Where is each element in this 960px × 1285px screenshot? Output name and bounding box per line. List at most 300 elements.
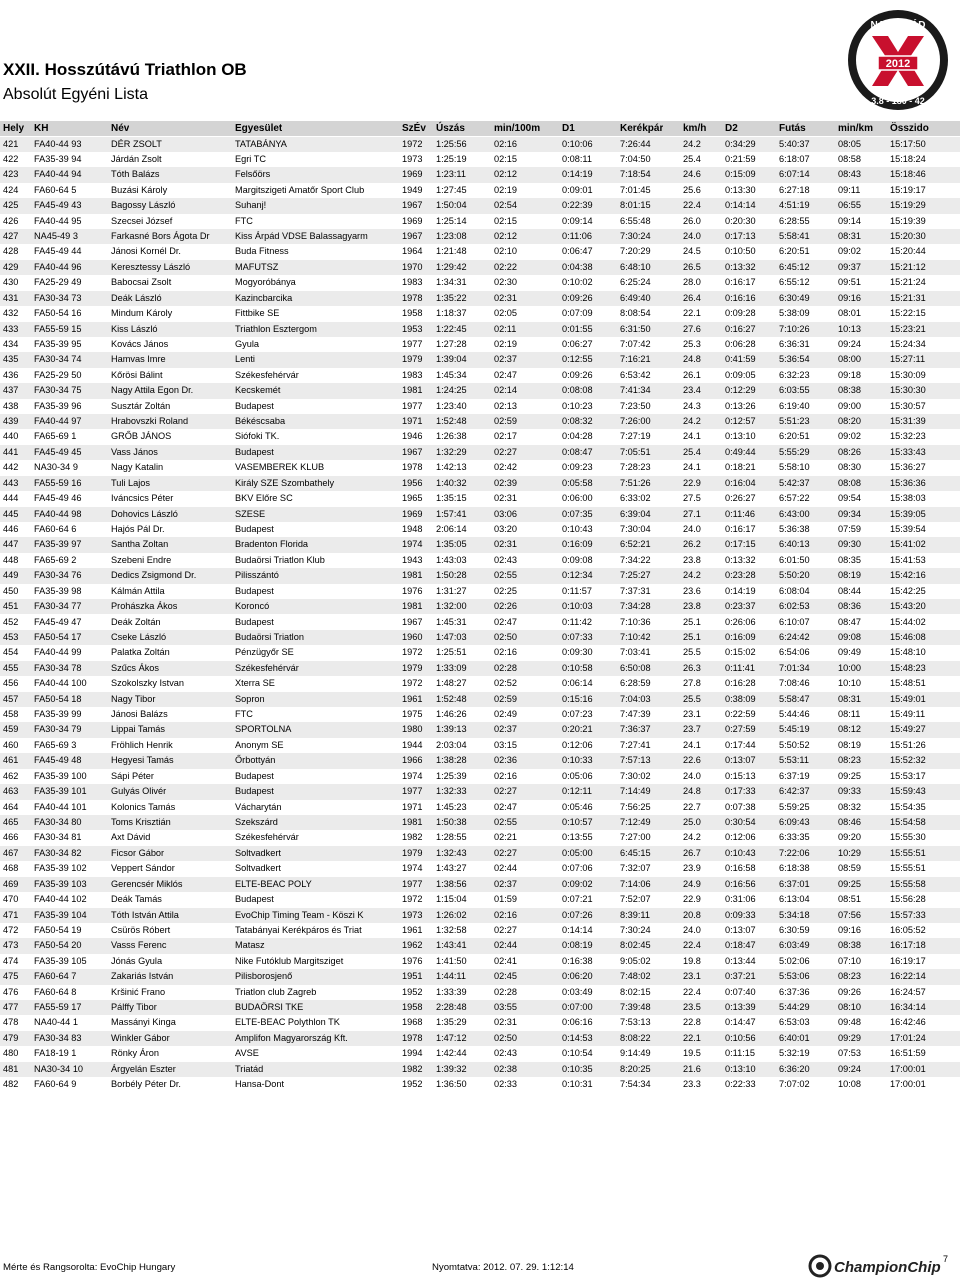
cell-bike: 6:25:24: [620, 277, 651, 288]
cell-swim-pace: 02:10: [494, 246, 517, 257]
cell-rank: 455: [3, 662, 19, 673]
cell-rank: 425: [3, 200, 19, 211]
cell-total: 16:05:52: [890, 924, 926, 935]
table-row: [0, 815, 960, 830]
cell-bike-speed: 24.8: [683, 786, 701, 797]
table-row: [0, 1077, 960, 1092]
cell-bike: 7:34:28: [620, 601, 651, 612]
cell-t1: 0:06:47: [562, 246, 593, 257]
cell-bike: 6:31:50: [620, 323, 651, 334]
cell-swim-pace: 02:37: [494, 878, 517, 889]
cell-bike-speed: 24.0: [683, 524, 701, 534]
cell-t2: 0:31:06: [725, 894, 756, 905]
cell-t2: 0:11:41: [725, 662, 755, 673]
cell-bike-speed: 22.7: [683, 801, 701, 812]
cell-bike: 8:02:45: [620, 940, 651, 951]
cell-bike: 7:25:27: [620, 570, 651, 581]
cell-swim-pace: 02:52: [494, 678, 517, 689]
cell-t2: 0:14:14: [725, 200, 756, 211]
cell-total: 15:38:03: [890, 493, 926, 504]
cell-run: 6:20:51: [779, 431, 810, 442]
cell-total: 15:53:17: [890, 770, 926, 781]
cell-bike-speed: 26.5: [683, 261, 701, 272]
cell-run-pace: 10:29: [838, 847, 861, 858]
cell-t2: 0:12:06: [725, 832, 756, 843]
cell-name: Massányi Kinga: [111, 1017, 176, 1028]
cell-swim: 1:36:50: [436, 1079, 467, 1090]
cell-total: 15:55:51: [890, 863, 926, 874]
cell-run-pace: 07:59: [838, 524, 861, 534]
cell-birth-year: 1981: [402, 570, 423, 581]
table-row: [0, 707, 960, 722]
cell-birth-year: 1972: [402, 647, 423, 658]
cell-name: Tuli Lajos: [111, 477, 150, 488]
cell-t2: 0:17:44: [725, 739, 756, 750]
cell-rank: 471: [3, 909, 19, 920]
cell-run-pace: 07:10: [838, 955, 861, 966]
cell-total: 16:42:46: [890, 1017, 926, 1028]
cell-rank: 438: [3, 400, 19, 411]
cell-name: Buzási Károly: [111, 184, 168, 195]
cell-bike: 7:32:07: [620, 863, 651, 874]
cell-swim-pace: 02:54: [494, 200, 517, 211]
cell-t2: 0:09:28: [725, 308, 756, 319]
cell-run: 6:57:22: [779, 493, 810, 504]
table-row: [0, 507, 960, 522]
cell-total: 15:17:50: [890, 138, 926, 149]
cell-total: 15:36:36: [890, 477, 926, 488]
cell-t2: 0:11:46: [725, 508, 755, 519]
cell-run-pace: 09:37: [838, 261, 861, 272]
cell-bike-speed: 25.4: [683, 446, 701, 457]
cell-swim: 1:33:09: [436, 662, 467, 673]
cell-rank: 437: [3, 385, 19, 396]
cell-club: ELTE-BEAC POLY: [235, 878, 312, 889]
cell-bike: 9:05:02: [620, 955, 651, 966]
cell-category: FA50-54 17: [34, 631, 82, 642]
cell-rank: 433: [3, 323, 19, 334]
cell-swim-pace: 02:31: [494, 493, 517, 504]
cell-rank: 454: [3, 647, 19, 658]
cell-bike-speed: 24.2: [683, 570, 701, 581]
cell-run-pace: 08:26: [838, 446, 861, 457]
cell-name: Deák László: [111, 292, 162, 303]
cell-name: Gulyás Olivér: [111, 786, 167, 797]
cell-t2: 0:13:10: [725, 1063, 756, 1074]
cell-t2: 0:13:30: [725, 184, 756, 195]
cell-run: 6:33:35: [779, 832, 810, 843]
cell-bike-speed: 23.7: [683, 724, 701, 735]
cell-rank: 475: [3, 971, 19, 982]
cell-t1: 0:06:00: [562, 493, 593, 504]
table-header: [0, 121, 960, 136]
header-total: Összido: [890, 123, 929, 134]
cell-club: VASEMBEREK KLUB: [235, 462, 325, 473]
cell-t2: 0:22:33: [725, 1079, 756, 1090]
cell-bike-speed: 22.1: [683, 1032, 701, 1043]
cell-run: 6:20:51: [779, 246, 810, 257]
cell-birth-year: 1979: [402, 847, 423, 858]
cell-t1: 0:09:02: [562, 878, 593, 889]
cell-birth-year: 1971: [402, 801, 423, 812]
cell-bike-speed: 24.9: [683, 878, 701, 889]
cell-birth-year: 1968: [402, 1017, 423, 1028]
cell-swim: 1:25:19: [436, 153, 467, 164]
cell-total: 15:42:25: [890, 585, 926, 596]
cell-t1: 0:07:09: [562, 308, 593, 319]
cell-category: FA35-39 101: [34, 786, 87, 797]
cell-total: 15:24:34: [890, 338, 926, 349]
cell-total: 15:19:39: [890, 215, 926, 226]
cell-rank: 442: [3, 462, 19, 473]
cell-run-pace: 06:55: [838, 200, 861, 211]
cell-t1: 0:08:47: [562, 446, 593, 457]
cell-name: Gerencsér Miklós: [111, 878, 183, 889]
cell-run-pace: 09:25: [838, 878, 861, 889]
cell-t2: 0:13:44: [725, 955, 756, 966]
table-row: [0, 167, 960, 182]
cell-category: FA35-39 103: [34, 878, 87, 889]
cell-category: NA40-44 1: [34, 1017, 78, 1028]
cell-name: Járdán Zsolt: [111, 153, 162, 164]
cell-category: FA55-59 15: [34, 323, 82, 334]
cell-birth-year: 1972: [402, 894, 423, 905]
cell-rank: 465: [3, 816, 19, 827]
cell-bike-speed: 22.4: [683, 940, 701, 951]
cell-bike-speed: 27.1: [683, 508, 701, 519]
cell-total: 16:34:14: [890, 1002, 926, 1013]
cell-bike-speed: 24.2: [683, 138, 701, 149]
cell-bike: 7:01:45: [620, 184, 651, 195]
cell-birth-year: 1977: [402, 786, 423, 797]
cell-swim-pace: 02:31: [494, 1017, 517, 1028]
cell-t1: 0:14:14: [562, 924, 593, 935]
cell-category: FA35-39 100: [34, 770, 87, 781]
cell-swim: 1:31:27: [436, 585, 467, 596]
cell-total: 15:19:17: [890, 184, 926, 195]
table-row: [0, 137, 960, 152]
table-row: [0, 275, 960, 290]
cell-rank: 441: [3, 446, 19, 457]
cell-category: FA30-34 75: [34, 385, 82, 396]
cell-category: FA60-64 9: [34, 1079, 77, 1090]
cell-club: Siófoki TK.: [235, 431, 280, 442]
cell-birth-year: 1964: [402, 246, 423, 257]
cell-swim-pace: 02:50: [494, 631, 517, 642]
cell-t2: 0:12:57: [725, 416, 756, 427]
cell-bike-speed: 22.4: [683, 200, 701, 211]
cell-club: ELTE-BEAC Polythlon TK: [235, 1017, 340, 1028]
cell-bike: 7:39:48: [620, 1002, 651, 1013]
cell-birth-year: 1967: [402, 200, 423, 211]
cell-total: 15:18:46: [890, 169, 926, 180]
cell-rank: 427: [3, 231, 19, 242]
cell-name: Borbély Péter Dr.: [111, 1079, 181, 1090]
cell-t2: 0:30:54: [725, 816, 756, 827]
cell-rank: 453: [3, 631, 19, 642]
cell-name: Jónás Gyula: [111, 955, 163, 966]
cell-club: BUDAÖRSI TKE: [235, 1002, 304, 1013]
cell-name: Babocsai Zsolt: [111, 277, 172, 288]
header-t1: D1: [562, 123, 575, 134]
cell-rank: 430: [3, 277, 19, 288]
cell-bike: 7:37:31: [620, 585, 651, 596]
cell-club: Budapest: [235, 770, 274, 781]
cell-t1: 0:06:27: [562, 338, 593, 349]
cell-swim: 1:41:50: [436, 955, 467, 966]
cell-run-pace: 09:00: [838, 400, 861, 411]
cell-bike-speed: 24.8: [683, 354, 701, 365]
cell-category: FA40-44 98: [34, 508, 82, 519]
cell-rank: 476: [3, 986, 19, 997]
cell-rank: 422: [3, 153, 19, 164]
cell-swim-pace: 03:06: [494, 508, 517, 519]
cell-bike-speed: 25.6: [683, 184, 701, 195]
cell-total: 15:19:29: [890, 200, 926, 211]
cell-swim-pace: 02:37: [494, 724, 517, 735]
cell-swim-pace: 03:15: [494, 739, 517, 750]
cell-run-pace: 08:51: [838, 894, 861, 905]
cell-t2: 0:09:05: [725, 369, 756, 380]
cell-category: FA35-39 97: [34, 539, 82, 550]
cell-t1: 0:16:09: [562, 539, 593, 550]
cell-t2: 0:16:17: [725, 277, 756, 288]
cell-rank: 435: [3, 354, 19, 365]
table-row: [0, 476, 960, 491]
cell-t1: 0:09:08: [562, 554, 593, 565]
cell-swim-pace: 02:39: [494, 477, 517, 488]
cell-t1: 0:01:55: [562, 323, 593, 334]
cell-t2: 0:16:04: [725, 477, 756, 488]
table-row: [0, 738, 960, 753]
cell-bike-speed: 26.1: [683, 369, 701, 380]
table-row: [0, 985, 960, 1000]
cell-run: 5:32:19: [779, 1048, 810, 1059]
cell-swim: 1:32:58: [436, 924, 467, 935]
cell-name: Deák Tamás: [111, 894, 162, 905]
cell-t2: 0:26:06: [725, 616, 756, 627]
cell-club: Hansa-Dont: [235, 1079, 285, 1090]
cell-birth-year: 1943: [402, 554, 423, 565]
cell-total: 15:30:57: [890, 400, 926, 411]
cell-rank: 463: [3, 786, 19, 797]
cell-bike-speed: 25.5: [683, 693, 701, 704]
cell-bike: 6:49:40: [620, 292, 651, 303]
cell-bike: 6:45:15: [620, 847, 651, 858]
cell-swim-pace: 02:43: [494, 1048, 517, 1059]
cell-name: Ficsor Gábor: [111, 847, 165, 858]
cell-t1: 0:09:26: [562, 369, 593, 380]
table-row: [0, 800, 960, 815]
cell-swim: 1:33:39: [436, 986, 467, 997]
cell-total: 15:31:39: [890, 416, 926, 427]
cell-swim: 1:26:02: [436, 909, 467, 920]
cell-name: Winkler Gábor: [111, 1032, 170, 1043]
cell-rank: 436: [3, 369, 19, 380]
cell-run-pace: 08:44: [838, 585, 861, 596]
cell-swim: 1:45:23: [436, 801, 467, 812]
cell-rank: 481: [3, 1063, 19, 1074]
table-row: [0, 322, 960, 337]
cell-category: FA30-34 82: [34, 847, 82, 858]
cell-swim: 1:25:14: [436, 215, 467, 226]
cell-t1: 0:09:30: [562, 647, 593, 658]
cell-total: 15:32:23: [890, 431, 926, 442]
cell-bike-speed: 24.1: [683, 462, 701, 473]
cell-swim: 1:52:48: [436, 693, 467, 704]
cell-club: Matasz: [235, 940, 265, 951]
cell-t1: 0:11:57: [562, 585, 592, 596]
cell-category: FA50-54 19: [34, 924, 82, 935]
cell-t2: 0:11:15: [725, 1048, 755, 1059]
cell-total: 17:00:01: [890, 1079, 926, 1090]
cell-birth-year: 1972: [402, 138, 423, 149]
cell-bike: 6:33:02: [620, 493, 651, 504]
cell-run: 5:45:19: [779, 724, 810, 735]
cell-category: FA65-69 1: [34, 431, 77, 442]
cell-category: FA40-44 96: [34, 261, 82, 272]
cell-name: DÉR ZSOLT: [111, 138, 162, 149]
cell-t1: 0:16:38: [562, 955, 593, 966]
header-rank: Hely: [3, 123, 25, 134]
cell-club: Budapest: [235, 446, 274, 457]
cell-name: GRŐB JÁNOS: [111, 431, 172, 442]
cell-swim-pace: 02:31: [494, 539, 517, 550]
cell-swim: 1:42:44: [436, 1048, 467, 1059]
cell-bike-speed: 19.5: [683, 1048, 701, 1059]
cell-club: Szekszárd: [235, 816, 278, 827]
cell-swim: 1:15:04: [436, 894, 467, 905]
cell-t2: 0:16:16: [725, 292, 756, 303]
cell-run: 6:30:49: [779, 292, 810, 303]
cell-t2: 0:13:07: [725, 755, 756, 766]
table-row: [0, 615, 960, 630]
cell-bike: 6:39:04: [620, 508, 651, 519]
cell-t1: 0:06:14: [562, 678, 593, 689]
cell-total: 15:27:11: [890, 354, 926, 365]
cell-birth-year: 1978: [402, 462, 423, 473]
cell-club: Anonym SE: [235, 739, 284, 750]
cell-total: 15:22:15: [890, 308, 926, 319]
cell-club: Margitszigeti Amatőr Sport Club: [235, 184, 365, 195]
cell-bike-speed: 23.5: [683, 1002, 701, 1013]
cell-t2: 0:22:59: [725, 709, 756, 720]
cell-category: FA35-39 98: [34, 585, 82, 596]
cell-category: NA30-34 10: [34, 1063, 84, 1074]
cell-run: 6:42:37: [779, 786, 810, 797]
cell-bike: 7:26:44: [620, 138, 651, 149]
page-title: XXII. Hosszútávú Triathlon OB: [3, 60, 247, 79]
cell-swim: 1:26:38: [436, 431, 467, 442]
cell-bike: 7:36:37: [620, 724, 651, 735]
cell-run: 5:51:23: [779, 416, 810, 427]
cell-bike: 7:30:02: [620, 770, 651, 781]
cell-swim: 1:39:04: [436, 354, 467, 365]
cell-run: 5:59:25: [779, 801, 810, 812]
table-row: [0, 923, 960, 938]
table-row: [0, 183, 960, 198]
cell-swim-pace: 02:27: [494, 446, 517, 457]
cell-t1: 0:09:14: [562, 215, 593, 226]
cell-bike-speed: 23.4: [683, 385, 701, 396]
cell-bike: 7:53:13: [620, 1017, 651, 1028]
cell-run: 5:44:29: [779, 1002, 810, 1013]
table-row: [0, 152, 960, 167]
cell-name: Kiss László: [111, 323, 158, 334]
cell-t2: 0:13:07: [725, 924, 756, 935]
cell-swim-pace: 02:25: [494, 585, 517, 596]
cell-bike-speed: 23.3: [683, 1079, 701, 1090]
cell-swim-pace: 02:33: [494, 1079, 517, 1090]
cell-swim-pace: 02:19: [494, 184, 517, 195]
cell-t2: 0:18:47: [725, 940, 756, 951]
cell-club: Kecskemét: [235, 385, 281, 396]
cell-club: Xterra SE: [235, 678, 275, 689]
table-row: [0, 938, 960, 953]
cell-bike: 7:04:50: [620, 153, 651, 164]
cell-swim: 1:50:28: [436, 570, 467, 581]
cell-swim: 1:50:38: [436, 816, 467, 827]
cell-swim: 1:29:42: [436, 261, 467, 272]
cell-total: 15:36:27: [890, 462, 926, 473]
cell-swim-pace: 02:12: [494, 231, 517, 242]
cell-t1: 0:10:03: [562, 601, 593, 612]
cell-club: Lenti: [235, 354, 255, 365]
cell-birth-year: 1973: [402, 909, 423, 920]
table-row: [0, 661, 960, 676]
cell-club: Tatabányai Kerékpáros és Triat: [235, 924, 362, 935]
cell-birth-year: 1974: [402, 770, 423, 781]
cell-run: 6:08:04: [779, 585, 810, 596]
cell-swim: 1:47:12: [436, 1032, 467, 1043]
cell-swim: 1:24:25: [436, 385, 467, 396]
table-row: [0, 1000, 960, 1015]
table-row: [0, 229, 960, 244]
cell-birth-year: 1961: [402, 693, 423, 704]
cell-rank: 478: [3, 1017, 19, 1028]
cell-bike-speed: 24.0: [683, 770, 701, 781]
cell-swim-pace: 02:50: [494, 1032, 517, 1043]
cell-club: Budapest: [235, 894, 274, 905]
cell-name: Nagy Katalin: [111, 462, 164, 473]
cell-birth-year: 1983: [402, 277, 423, 288]
table-row: [0, 522, 960, 537]
cell-t1: 0:08:19: [562, 940, 593, 951]
cell-run-pace: 09:29: [838, 1032, 861, 1043]
cell-run: 6:37:01: [779, 878, 810, 889]
cell-swim-pace: 02:28: [494, 662, 517, 673]
cell-total: 15:30:30: [890, 385, 926, 396]
cell-swim: 1:48:27: [436, 678, 467, 689]
cell-run-pace: 09:20: [838, 832, 861, 843]
cell-total: 16:22:14: [890, 971, 926, 982]
cell-run-pace: 08:00: [838, 354, 861, 365]
cell-bike: 7:10:36: [620, 616, 651, 627]
table-row: [0, 599, 960, 614]
cell-run-pace: 09:34: [838, 508, 861, 519]
cell-birth-year: 1994: [402, 1048, 423, 1059]
cell-rank: 473: [3, 940, 19, 951]
cell-swim-pace: 02:47: [494, 801, 517, 812]
header-run: Futás: [779, 123, 806, 134]
cell-birth-year: 1960: [402, 631, 423, 642]
cell-bike: 7:23:50: [620, 400, 651, 411]
cell-bike-speed: 19.8: [683, 955, 701, 966]
cell-t1: 0:05:06: [562, 770, 593, 781]
cell-total: 15:49:27: [890, 724, 926, 735]
cell-t1: 0:12:55: [562, 354, 593, 365]
cell-swim-pace: 02:16: [494, 770, 517, 781]
